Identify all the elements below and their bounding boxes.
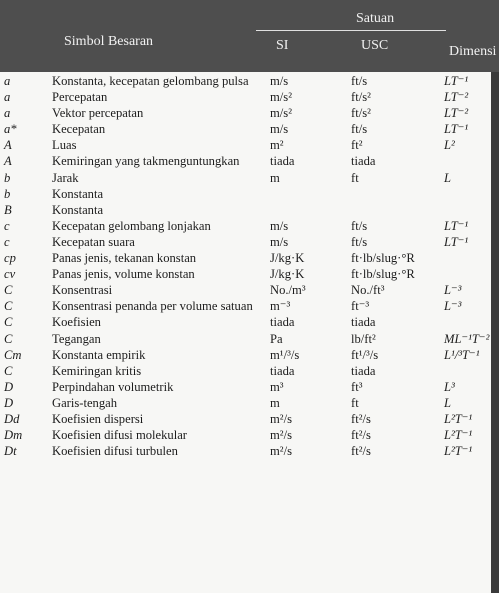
row-symbol: cp [4,251,16,266]
table-row [0,218,499,234]
row-si-unit: m³ [270,379,284,394]
row-si-unit: m/s [270,122,289,137]
usc-header: USC [361,38,389,53]
table-row [0,331,499,347]
row-quantity: Tegangan [52,331,101,346]
row-usc-unit: ft [351,395,359,410]
row-dimension: L [444,395,452,410]
row-usc-unit: tiada [351,154,376,169]
row-quantity: Kemiringan kritis [52,363,142,378]
row-quantity: Konsentrasi [52,283,113,298]
row-symbol: C [4,283,13,298]
row-quantity: Perpindahan volumetrik [52,379,174,394]
row-usc-unit: ft²/s [351,428,371,443]
row-dimension: L⁻³ [444,283,462,298]
table-row [0,363,499,379]
row-usc-unit: ft¹/³/s [351,347,379,362]
row-quantity: Koefisien difusi turbulen [52,444,178,459]
dimension-header: Dimensi [449,44,497,59]
row-quantity: Konstanta empirik [52,347,146,362]
row-usc-unit: ft² [351,138,363,153]
row-usc-unit: ft·lb/slug·°R [351,267,415,282]
row-symbol: b [4,186,11,201]
row-quantity: Kemiringan yang takmenguntungkan [52,154,240,169]
table-header [0,0,499,72]
row-dimension: L² [444,138,455,153]
units-header: Satuan [356,11,395,26]
row-symbol: a [4,74,11,88]
row-si-unit: m⁻³ [270,299,291,314]
table-row [0,234,499,250]
row-si-unit: m/s [270,234,289,249]
row-quantity: Kecepatan suara [52,234,135,249]
row-dimension: L¹/³T⁻¹ [444,347,480,362]
table-row [0,89,499,105]
table-row [0,282,499,298]
row-quantity: Percepatan [52,90,108,105]
table-row [0,73,499,89]
row-symbol: C [4,299,13,314]
table-row [0,153,499,169]
table-row [0,379,499,395]
table-row [0,105,499,121]
row-si-unit: m²/s [270,428,292,443]
row-si-unit: tiada [270,154,295,169]
row-usc-unit: ft [351,170,359,185]
row-usc-unit: ft·lb/slug·°R [351,251,415,266]
row-si-unit: tiada [270,363,295,378]
row-dimension: L³ [444,379,455,394]
row-symbol: C [4,315,13,330]
row-dimension: LT⁻¹ [444,218,469,233]
table-row [0,186,499,202]
row-dimension: L⁻³ [444,299,462,314]
table-row [0,411,499,427]
row-symbol: B [4,202,12,217]
row-si-unit: Pa [270,331,283,346]
row-dimension: LT⁻¹ [444,74,469,88]
row-quantity: Luas [52,138,77,153]
row-symbol: A [4,138,12,153]
row-dimension: LT⁻¹ [444,234,469,249]
row-symbol: A [4,154,12,169]
table-row [0,121,499,137]
row-quantity: Koefisien difusi molekular [52,428,188,443]
row-symbol: a* [4,122,17,137]
row-si-unit: m [270,170,280,185]
row-symbol: Dm [4,428,23,443]
row-usc-unit: ft²/s [351,411,371,426]
table-row [0,443,499,459]
row-dimension: L²T⁻¹ [444,428,473,443]
row-symbol: a [4,90,11,105]
row-symbol: D [4,379,14,394]
row-symbol: C [4,363,13,378]
row-usc-unit: ft⁻³ [351,299,370,314]
table-row [0,250,499,266]
table-row [0,298,499,314]
row-si-unit: m/s [270,74,289,88]
table-row [0,266,499,282]
row-quantity: Konsentrasi penanda per volume satuan [52,299,253,314]
row-si-unit: m¹/³/s [270,347,300,362]
row-dimension: ML⁻¹T⁻² [444,331,490,346]
row-quantity: Kecepatan [52,122,106,137]
row-quantity: Konstanta [52,202,104,217]
row-quantity: Konstanta, kecepatan gelombang pulsa [52,74,249,88]
page-edge [491,72,499,593]
table-row [0,314,499,330]
row-usc-unit: ft/s² [351,90,371,105]
table-row [0,395,499,411]
row-si-unit: No./m³ [270,283,306,298]
row-dimension: LT⁻² [444,90,469,105]
row-symbol: Dt [4,444,17,459]
row-si-unit: m [270,395,280,410]
row-usc-unit: ft/s [351,218,368,233]
row-symbol: c [4,234,10,249]
row-quantity: Koefisien [52,315,101,330]
row-symbol: C [4,331,13,346]
table-row [0,137,499,153]
row-symbol: Cm [4,347,22,362]
row-quantity: Jarak [52,170,79,185]
row-quantity: Kecepatan gelombang lonjakan [52,218,211,233]
row-usc-unit: ft/s [351,74,368,88]
table-row [0,170,499,186]
row-usc-unit: tiada [351,315,376,330]
row-symbol: cv [4,267,16,282]
row-usc-unit: ft/s² [351,106,371,121]
row-si-unit: J/kg·K [270,251,305,266]
row-quantity: Koefisien dispersi [52,411,144,426]
row-si-unit: m/s² [270,90,292,105]
row-si-unit: m/s [270,218,289,233]
row-symbol: a [4,106,11,121]
row-symbol: b [4,170,11,185]
row-si-unit: tiada [270,315,295,330]
row-si-unit: J/kg·K [270,267,305,282]
table-row [0,347,499,363]
row-usc-unit: ft/s [351,122,368,137]
row-symbol: c [4,218,10,233]
row-quantity: Garis-tengah [52,395,118,410]
units-divider [256,30,446,31]
row-quantity: Panas jenis, volume konstan [52,267,195,282]
row-dimension: L²T⁻¹ [444,444,473,459]
symbol-quantity-header: Simbol Besaran [64,34,154,49]
row-si-unit: m²/s [270,411,292,426]
row-si-unit: m/s² [270,106,292,121]
row-si-unit: m² [270,138,284,153]
table-row [0,202,499,218]
row-dimension: L [444,170,452,185]
si-header: SI [276,38,289,53]
row-si-unit: m²/s [270,444,292,459]
row-quantity: Konstanta [52,186,104,201]
row-quantity: Vektor percepatan [52,106,144,121]
row-usc-unit: No./ft³ [351,283,385,298]
row-usc-unit: ft³ [351,379,363,394]
row-symbol: Dd [4,411,20,426]
row-usc-unit: tiada [351,363,376,378]
table-body [0,73,499,459]
row-dimension: L²T⁻¹ [444,411,473,426]
row-quantity: Panas jenis, tekanan konstan [52,251,197,266]
row-dimension: LT⁻¹ [444,122,469,137]
row-usc-unit: ft²/s [351,444,371,459]
table-row [0,427,499,443]
row-dimension: LT⁻² [444,106,469,121]
row-usc-unit: lb/ft² [351,331,376,346]
row-usc-unit: ft/s [351,234,368,249]
row-symbol: D [4,395,14,410]
